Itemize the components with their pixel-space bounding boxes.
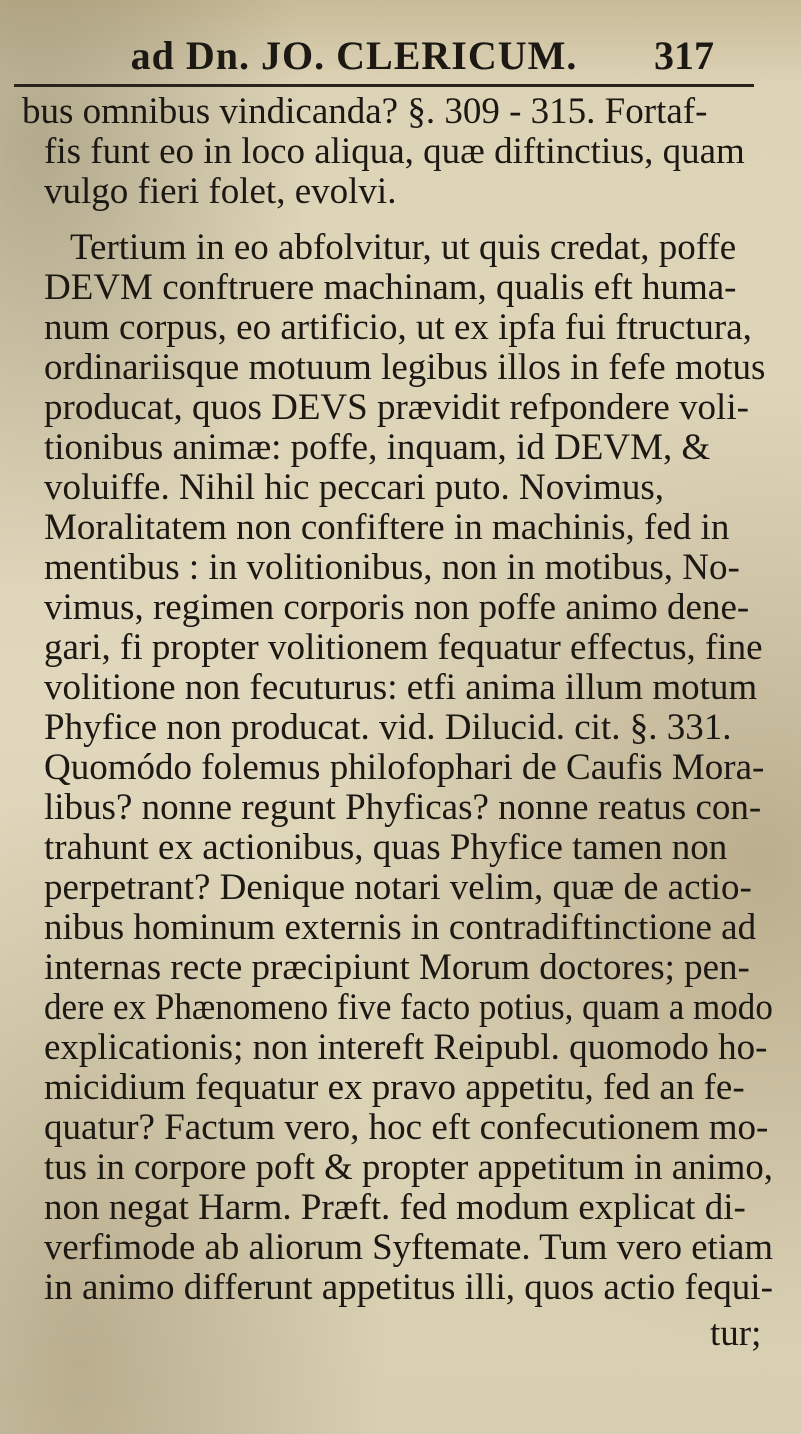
text-line: mentibus : in volitionibus, non in motibus, No- — [44, 547, 740, 588]
text-line: explicationis; non intereft Reipubl. quomodo ho- — [44, 1027, 768, 1068]
page-header — [44, 20, 764, 82]
text-line: dere ex Phænomeno five facto potius, quam a modo — [44, 987, 773, 1028]
header-rule — [14, 84, 754, 87]
text-line: producat, quos DEVS prævidit refpondere voli- — [44, 387, 749, 428]
text-line: in animo differunt appetitus illi, quos actio fequi- — [44, 1267, 773, 1308]
text-line: vulgo fieri folet, evolvi. — [44, 171, 397, 212]
catchword: tur; — [710, 1313, 762, 1354]
text-line: Quomódo folemus philofophari de Caufis Mora- — [44, 747, 765, 788]
text-line: Moralitatem non confiftere in machinis, fed in — [44, 507, 730, 548]
text-line: tus in corpore poft & propter appetitum in animo, — [44, 1147, 773, 1188]
text-line: quatur? Factum vero, hoc eft confecutionem mo- — [44, 1107, 769, 1148]
text-line: internas recte præcipiunt Morum doctores; pen- — [44, 947, 750, 988]
text-line: Phyfice non producat. vid. Dilucid. cit. §. 331. — [44, 707, 732, 748]
text-line: num corpus, eo artificio, ut ex ipfa fui ftructura, — [44, 307, 752, 348]
text-line: tionibus animæ: poffe, inquam, id DEVM, & — [44, 427, 711, 468]
text-line: ordinariisque motuum legibus illos in fefe motus — [44, 347, 766, 388]
text-line: trahunt ex actionibus, quas Phyfice tamen non — [44, 827, 728, 868]
text-line: perpetrant? Denique notari velim, quæ de actio- — [44, 867, 752, 908]
running-head: ad Dn. JO. CLERICUM. — [130, 33, 578, 78]
text-line: nibus hominum externis in contradiftinctione ad — [44, 907, 757, 948]
text-line: Tertium in eo abfolvitur, ut quis credat, poffe — [70, 227, 737, 268]
text-line: bus omnibus vindicanda? §. 309 - 315. Fortaf- — [22, 91, 708, 132]
text-line: libus? nonne regunt Phyficas? nonne reatus con- — [44, 787, 762, 828]
text-line: fis funt eo in loco aliqua, quæ diftinctius, quam — [44, 131, 745, 172]
text-line: voluiffe. Nihil hic peccari puto. Novimus, — [44, 467, 664, 508]
text-line: volitione non fecuturus: etfi anima illum motum — [44, 667, 758, 708]
page-number: 317 — [654, 33, 714, 78]
text-line: vimus, regimen corporis non poffe animo dene- — [44, 587, 750, 628]
text-line: DEVM conftruere machinam, qualis eft huma- — [44, 267, 737, 308]
text-line: gari, fi propter volitionem fequatur effectus, fine — [44, 627, 763, 668]
text-line: verfimode ab aliorum Syftemate. Tum vero etiam — [44, 1227, 773, 1268]
text-line: micidium fequatur ex pravo appetitu, fed an fe- — [44, 1067, 745, 1108]
text-line: non negat Harm. Præft. fed modum explicat di- — [44, 1187, 746, 1228]
